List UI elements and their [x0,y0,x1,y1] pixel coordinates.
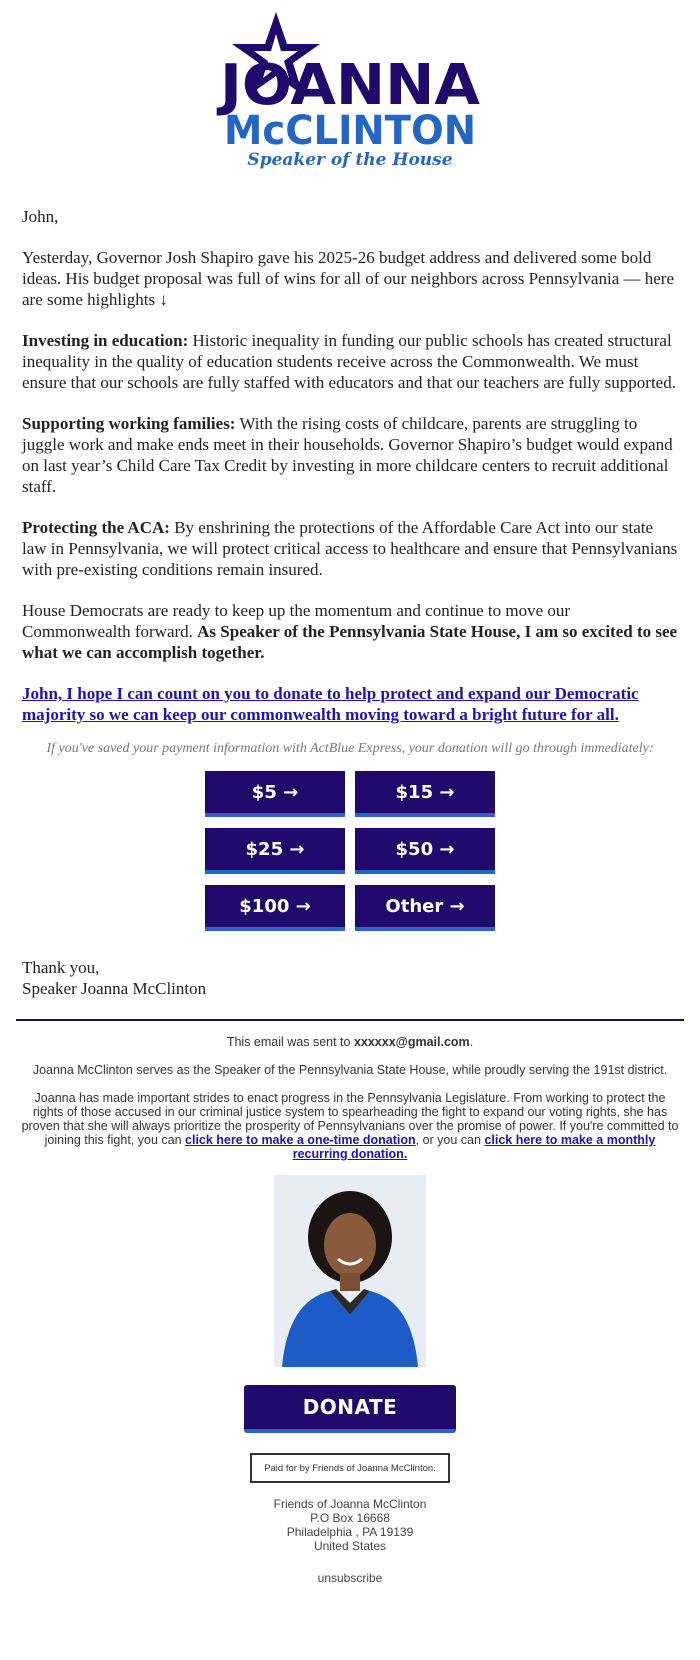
donate-cta-link[interactable]: John, I hope I can count on you to donate to help protect and expand our Democratic majority so we can keep our commonwealth moving toward a bright future for all. [22,684,639,724]
candidate-photo [274,1175,426,1367]
donation-buttons [205,771,495,931]
highlight-education: Investing in education: Historic inequality in funding our public schools has created structural inequality in the quality of education students receive across the Commonwealth. We must ensure that our schools are fully staffed with educators and that our teachers are fully supported. [22,331,676,392]
logo-line2: McCLINTON [224,108,476,154]
logo-tagline: Speaker of the House [247,150,453,170]
paid-for-disclaimer: Paid for by Friends of Joanna McClinton. [250,1453,450,1483]
footer-divider [16,1019,684,1021]
campaign-logo [0,0,700,200]
greeting: John, [22,207,59,226]
about-paragraph: Joanna has made important strides to enact progress in the Pennsylvania Legislature. From working to protect the rights of those accused in our criminal justice system to spearheading the fight to expand our voting rights, she has proven that she will always prioritize the prosperity of Pennsylvanians over the promise of power. If you're committed to joining this fight, you can click here to make a one-time donation, or you can click here to make a monthly recurring donation. [21,1091,679,1161]
actblue-note: If you've saved your payment information with ActBlue Express, your donation will go through immediately: [46,741,654,756]
donate-button[interactable]: DONATE [244,1385,456,1433]
donate-other-button[interactable]: Other → [355,885,495,931]
footer [0,1035,700,1161]
donate-5-button[interactable]: $5 → [205,771,345,817]
logo-graphic [0,0,700,200]
closing-paragraph: House Democrats are ready to keep up the momentum and continue to move our Commonwealth forward. As Speaker of the Pennsylvania State House, I am so excited to see what we can accomplish together. [22,601,678,662]
highlight-aca: Protecting the ACA: By enshrining the protections of the Affordable Care Act into our state law in Pennsylvania, we will protect critical access to healthcare and ensure that Pennsylvanians with pre-existing conditions remain insured. [22,518,678,579]
mailing-address: Friends of Joanna McClinton P.O Box 16668 Philadelphia , PA 19139 United States [273,1497,427,1553]
letter-body [0,206,700,663]
logo-line1: JOANNA [215,53,481,118]
donate-100-button[interactable]: $100 → [205,885,345,931]
bio-paragraph: Joanna McClinton serves as the Speaker of the Pennsylvania State House, while proudly serving the 191st district. [32,1063,668,1077]
monthly-donation-link[interactable]: click here to make a monthly recurring donation. [292,1133,656,1161]
highlight-families: Supporting working families: With the rising costs of childcare, parents are struggling to juggle work and make ends meet in their households. Governor Shapiro’s budget would expand on last year’s Child Care Tax Credit by investing in more childcare centers to recruit additional staff. [22,414,673,496]
recipient-email: xxxxxx@gmail.com [353,1035,470,1049]
donate-25-button[interactable]: $25 → [205,828,345,874]
unsubscribe-link[interactable]: unsubscribe [317,1571,383,1585]
signoff [0,957,700,999]
signature-line: Speaker Joanna McClinton [22,979,207,998]
one-time-donation-link[interactable]: click here to make a one-time donation [185,1133,416,1147]
sent-to-line: This email was sent to xxxxxx@gmail.com. [226,1035,474,1049]
donate-15-button[interactable]: $15 → [355,771,495,817]
intro-paragraph: Yesterday, Governor Josh Shapiro gave his 2025-26 budget address and delivered some bold ideas. His budget proposal was full of wins for all of our neighbors across Pennsylvania — here are some highlights ↓ [22,248,675,309]
thanks-line: Thank you, [22,958,100,977]
donate-50-button[interactable]: $50 → [355,828,495,874]
